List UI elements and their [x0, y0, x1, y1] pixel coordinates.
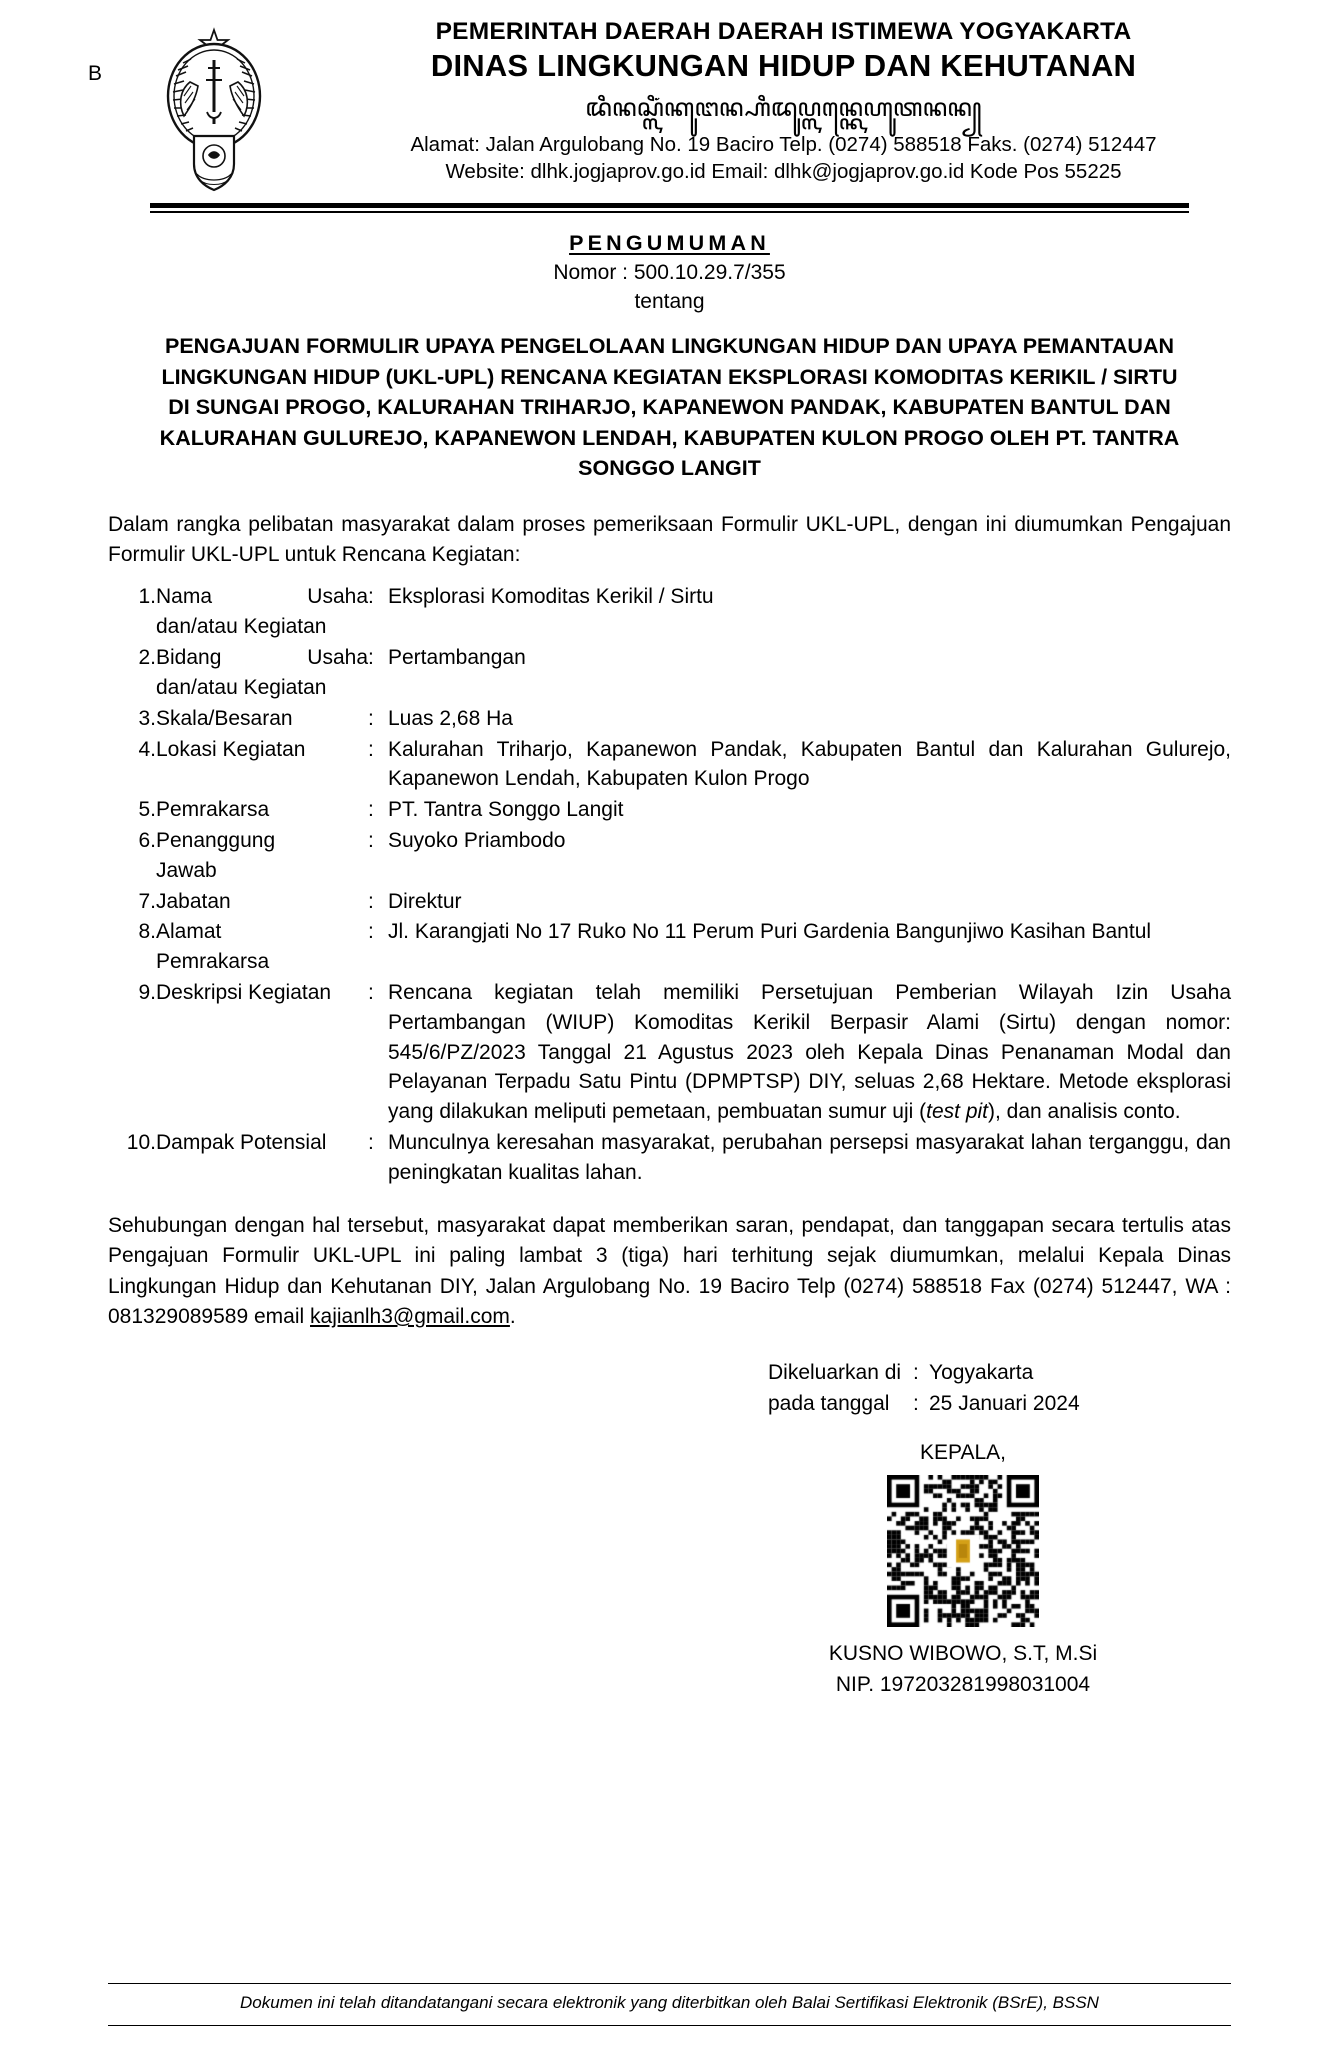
table-row	[108, 735, 1231, 796]
item-colon: :	[368, 981, 374, 1005]
item-label: Jabatan	[156, 889, 231, 913]
item-label	[156, 643, 368, 704]
item-label-part-a: Penanggung	[156, 828, 276, 852]
item-colon: :	[368, 889, 374, 913]
item-label	[156, 582, 368, 643]
item-label-line2: dan/atau Kegiatan	[156, 615, 327, 639]
item-label	[156, 826, 368, 887]
item-label-part-a: Nama	[156, 585, 213, 609]
item-label-line2: dan/atau Kegiatan	[156, 675, 327, 699]
page-mark: B	[88, 62, 103, 85]
item-label: Pemrakarsa	[156, 798, 270, 822]
document-type-heading: PENGUMUMAN	[569, 231, 770, 255]
item-value: PT. Tantra Songgo Langit	[388, 798, 624, 822]
item-colon: :	[368, 646, 374, 670]
item-value: Kalurahan Triharjo, Kapanewon Pandak, Kabupaten Bantul dan Kalurahan Gulurejo, Kapanewon Lendah, Kabupaten Kulon Progo	[388, 737, 1231, 791]
item-label: Deskripsi Kegiatan	[156, 981, 332, 1005]
table-row	[108, 795, 1231, 826]
footer-top-rule	[108, 1983, 1231, 1984]
closing-text-part-2: .	[509, 1305, 516, 1329]
issued-date-colon: :	[913, 1391, 919, 1415]
closing-text-part-1: Sehubungan dengan hal tersebut, masyarakat dapat memberikan saran, pendapat, dan tanggapan secara tertulis atas Pengajuan Formulir UKL-UPL ini paling lambat 3 (tiga) hari terhitung sejak diumumkan, melalui Kepala Dinas Lingkungan Hidup dan Kehutanan DIY, Jalan Argulobang No. 19 Baciro Telp (0274) 588518 Fax (0274) 512447, WA : 081329089589 email	[108, 1213, 1231, 1329]
item-value-part-1: Rencana kegiatan telah memiliki Persetujuan Pemberian Wilayah Izin Usaha Pertambangan (WIUP) Komoditas Kerikil Berpasir Alami (Sirtu) dengan nomor: 545/6/PZ/2023 Tanggal 21 Agustus 2023 oleh Kepala Dinas Penanaman Modal dan Pelayanan Terpadu Satu Pintu (DPMPTSP) DIY, seluas 2,68 Hektare. Metode eksplorasi yang dilakukan meliputi pemetaan, pembuatan sumur uji (	[388, 981, 1231, 1124]
item-label	[156, 917, 368, 978]
digital-signature-qr-code	[887, 1475, 1039, 1627]
item-number: 2.	[138, 646, 156, 670]
table-row	[108, 917, 1231, 978]
item-number: 9.	[138, 981, 156, 1005]
item-label-part-a: Bidang	[156, 646, 222, 670]
item-number: 10.	[126, 1131, 156, 1155]
item-label-line2: Jawab	[156, 858, 217, 882]
announcement-title-block	[0, 231, 1339, 484]
item-value-italic: test pit	[926, 1100, 989, 1124]
item-value: Direktur	[388, 889, 462, 913]
header-divider-rule	[150, 203, 1189, 213]
item-number: 1.	[138, 585, 156, 609]
issued-place-row	[768, 1358, 1231, 1388]
document-footer	[0, 1983, 1339, 2026]
item-colon: :	[368, 706, 374, 730]
about-label: tentang	[634, 290, 705, 313]
item-label-part-b: Usaha	[307, 646, 368, 670]
qr-code-container	[768, 1475, 1158, 1627]
item-value-part-2: ), dan analisis conto.	[988, 1100, 1181, 1124]
item-colon: :	[368, 798, 374, 822]
item-label: Skala/Besaran	[156, 706, 293, 730]
details-table	[108, 582, 1231, 1188]
item-number: 6.	[138, 828, 156, 852]
signer-nip: NIP. 197203281998031004	[835, 1672, 1091, 1696]
table-row	[108, 826, 1231, 887]
issued-date-label: pada tanggal	[768, 1391, 890, 1415]
intro-paragraph: Dalam rangka pelibatan masyarakat dalam proses pemeriksaan Formulir UKL-UPL, dengan ini diumumkan Pengajuan Formulir UKL-UPL untuk Rencana Kegiatan:	[108, 512, 1231, 567]
item-value: Pertambangan	[388, 646, 526, 670]
issued-date-value: 25 Januari 2024	[929, 1391, 1080, 1415]
table-row	[108, 978, 1231, 1128]
issued-place-colon: :	[913, 1361, 919, 1385]
issued-date-row	[768, 1389, 1231, 1419]
item-colon: :	[368, 1131, 374, 1155]
document-subject: PENGAJUAN FORMULIR UPAYA PENGELOLAAN LINGKUNGAN HIDUP DAN UPAYA PEMANTAUAN LINGKUNGAN HIDUP (UKL-UPL) RENCANA KEGIATAN EKSPLORASI KOMODITAS KERIKIL / SIRTU DI SUNGAI PROGO, KALURAHAN TRIHARJO, KAPANEWON PANDAK, KABUPATEN BANTUL DAN KALURAHAN GULUREJO, KAPANEWON LENDAH, KABUPATEN KULON PROGO OLEH PT. TANTRA SONGGO LANGIT	[159, 334, 1180, 481]
item-colon: :	[368, 585, 374, 609]
item-number: 8.	[138, 920, 156, 944]
issued-place-label: Dikeluarkan di	[768, 1361, 902, 1385]
government-name: PEMERINTAH DAERAH DAERAH ISTIMEWA YOGYAKARTA	[435, 18, 1132, 45]
javanese-script-line: ꦢꦶꦤꦱ꧀ꦭꦶꦁꦏꦸꦔꦤ꧀ꦲꦶꦢꦸꦥ꧀ꦭꦤ꧀ꦏꦺꦲꦸꦠꦤꦤ꧀	[585, 93, 982, 123]
item-value	[388, 978, 1231, 1128]
yogyakarta-crest-logo	[150, 24, 278, 194]
item-number: 7.	[138, 889, 156, 913]
item-label-part-b: Usaha	[307, 585, 368, 609]
contact-email-link[interactable]: kajianlh3@gmail.com	[310, 1305, 510, 1329]
item-number: 3.	[138, 706, 156, 730]
signature-block	[108, 1358, 1231, 1700]
item-value: Eksplorasi Komoditas Kerikil / Sirtu	[388, 585, 714, 609]
table-row	[108, 704, 1231, 735]
signer-title: KEPALA,	[920, 1441, 1006, 1465]
item-value: Munculnya keresahan masyarakat, perubahan persepsi masyarakat lahan terganggu, dan peningkatan kualitas lahan.	[388, 1131, 1231, 1184]
item-label: Lokasi Kegiatan	[156, 737, 306, 761]
issued-place-value: Yogyakarta	[929, 1361, 1034, 1385]
footer-bottom-rule	[108, 2025, 1231, 2026]
address-line-2: Website: dlhk.jogjaprov.go.id Email: dlhk@jogjaprov.go.id Kode Pos 55225	[445, 160, 1122, 184]
item-label-part-a: Alamat	[156, 920, 222, 944]
closing-paragraph	[108, 1211, 1231, 1333]
table-row	[108, 582, 1231, 643]
document-number: Nomor : 500.10.29.7/355	[553, 261, 786, 284]
item-label-line2: Pemrakarsa	[156, 950, 270, 974]
address-line-1: Alamat: Jalan Argulobang No. 19 Baciro Telp. (0274) 588518 Faks. (0274) 512447	[410, 133, 1157, 157]
table-row	[108, 643, 1231, 704]
item-label: Dampak Potensial	[156, 1131, 327, 1155]
item-value: Luas 2,68 Ha	[388, 706, 513, 730]
item-value: Suyoko Priambodo	[388, 828, 566, 852]
item-colon: :	[368, 828, 374, 852]
table-row	[108, 1128, 1231, 1189]
item-colon: :	[368, 920, 374, 944]
item-number: 4.	[138, 737, 156, 761]
agency-name: DINAS LINGKUNGAN HIDUP DAN KEHUTANAN	[430, 48, 1137, 84]
signer-name: KUSNO WIBOWO, S.T, M.Si	[828, 1642, 1098, 1666]
table-row	[108, 887, 1231, 918]
document-body	[108, 510, 1231, 1701]
item-value: Jl. Karangjati No 17 Ruko No 11 Perum Puri Gardenia Bangunjiwo Kasihan Bantul	[388, 920, 1152, 944]
details-table-body	[108, 582, 1231, 1188]
letterhead	[0, 0, 1339, 213]
footer-note: Dokumen ini telah ditandatangani secara elektronik yang diterbitkan oleh Balai Sertifikasi Elektronik (BSrE), BSSN	[240, 1993, 1099, 2012]
item-number: 5.	[138, 798, 156, 822]
item-colon: :	[368, 737, 374, 761]
